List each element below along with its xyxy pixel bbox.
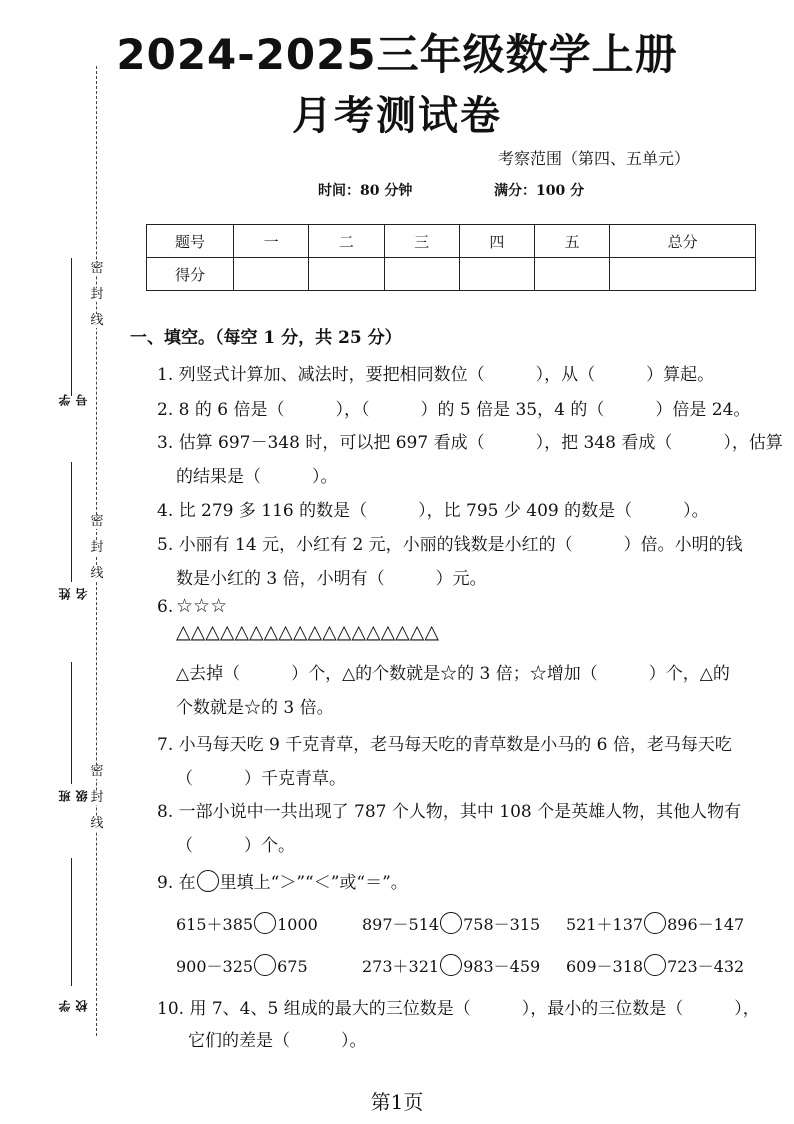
question-1: 1. 列竖式计算加、减法时，要把相同数位（ ），从（ ）算起。 — [157, 365, 715, 385]
comparison-left: 615＋385 — [176, 915, 254, 934]
score-blank-cell[interactable] — [309, 258, 384, 291]
exam-title-line2: 月考测试卷 — [292, 93, 502, 139]
score-table — [146, 224, 756, 291]
seal-char: 密 — [90, 764, 104, 779]
question-9-prefix: 9. 在 — [157, 873, 196, 893]
question-4: 4. 比 279 多 116 的数是（ ），比 795 少 409 的数是（ ）。 — [157, 501, 709, 521]
question-5-line2: 数是小红的 3 倍，小明有（ ）元。 — [176, 569, 487, 589]
score-header-cell: 三 — [384, 225, 459, 258]
question-10-line1: 10. 用 7、4、5 组成的最大的三位数是（ ），最小的三位数是（ ）， — [157, 999, 760, 1019]
question-9 — [157, 868, 408, 893]
seal-char: 线 — [90, 816, 104, 831]
exam-time: 时间：80 分钟 — [318, 183, 413, 199]
binding-margin — [0, 0, 120, 1124]
comparison-right: 675 — [277, 957, 308, 976]
comparison-item[interactable] — [566, 954, 744, 977]
question-7-line1: 7. 小马每天吃 9 千克青草，老马每天吃的青草数是小马的 6 倍，老马每天吃 — [157, 735, 732, 755]
seal-char: 线 — [90, 313, 104, 328]
question-10-line2: 它们的差是（ ）。 — [188, 1031, 367, 1051]
section-1-heading: 一、填空。（每空 1 分，共 25 分） — [130, 328, 402, 348]
score-header-cell: 五 — [535, 225, 610, 258]
seal-char: 线 — [90, 566, 104, 581]
comparison-item[interactable] — [566, 912, 744, 935]
seal-char: 封 — [90, 790, 104, 805]
fill-line — [71, 462, 72, 582]
question-8-line1: 8. 一部小说中一共出现了 787 个人物，其中 108 个是英雄人物，其他人物有 — [157, 802, 742, 822]
comparison-left: 900－325 — [176, 957, 254, 976]
fill-line — [71, 662, 72, 784]
comparison-circle-icon[interactable] — [644, 954, 666, 976]
star-row: ☆☆☆ — [176, 595, 228, 617]
exam-title-line1: 2024-2025三年级数学上册 — [116, 30, 678, 79]
score-header-cell: 总分 — [610, 225, 756, 258]
comparison-circle-icon[interactable] — [440, 912, 462, 934]
triangle-row: △△△△△△△△△△△△△△△△△△ — [176, 621, 440, 643]
question-9-suffix: 里填上“＞”“＜”或“＝”。 — [219, 873, 408, 893]
question-3-line1: 3. 估算 697－348 时，可以把 697 看成（ ），把 348 看成（ ），估算 — [157, 433, 783, 453]
comparison-item[interactable] — [176, 912, 318, 935]
comparison-right: 723－432 — [667, 957, 745, 976]
comparison-left: 521＋137 — [566, 915, 644, 934]
comparison-circle-icon[interactable] — [254, 912, 276, 934]
score-header-cell: 四 — [459, 225, 534, 258]
score-blank-cell[interactable] — [610, 258, 756, 291]
seal-char: 封 — [90, 287, 104, 302]
fill-line — [71, 858, 72, 986]
score-blank-cell[interactable] — [535, 258, 610, 291]
score-row-label: 得分 — [147, 258, 234, 291]
score-blank-cell[interactable] — [234, 258, 309, 291]
comparison-right: 896－147 — [667, 915, 745, 934]
question-6-line2: 个数就是☆的 3 倍。 — [176, 698, 334, 718]
question-2: 2. 8 的 6 倍是（ ），（ ）的 5 倍是 35，4 的（ ）倍是 24。 — [157, 400, 751, 420]
comparison-circle-icon — [197, 870, 219, 892]
exam-full-score: 满分：100 分 — [494, 183, 585, 199]
comparison-circle-icon[interactable] — [644, 912, 666, 934]
score-table-score-row — [147, 258, 756, 291]
seal-char: 密 — [90, 514, 104, 529]
question-5-line1: 5. 小丽有 14 元，小红有 2 元，小丽的钱数是小红的（ ）倍。小明的钱 — [157, 535, 743, 555]
comparison-item[interactable] — [176, 954, 308, 977]
comparison-circle-icon[interactable] — [440, 954, 462, 976]
comparison-circle-icon[interactable] — [254, 954, 276, 976]
school-label: 学校 — [58, 1000, 89, 1012]
seal-char: 封 — [90, 540, 104, 555]
question-3-line2: 的结果是（ ）。 — [176, 467, 338, 487]
score-table-header-row — [147, 225, 756, 258]
score-header-cell: 题号 — [147, 225, 234, 258]
name-label: 姓名 — [58, 588, 89, 600]
question-7-line2: （ ）千克青草。 — [176, 769, 346, 789]
student-id-label: 学号 — [58, 394, 89, 406]
question-6-line1: △去掉（ ）个，△的个数就是☆的 3 倍；☆增加（ ）个，△的 — [176, 664, 730, 684]
question-8-line2: （ ）个。 — [176, 836, 295, 856]
fill-line — [71, 258, 72, 396]
comparison-right: 983－459 — [463, 957, 541, 976]
comparison-left: 609－318 — [566, 957, 644, 976]
exam-scope: 考察范围（第四、五单元） — [498, 149, 691, 168]
comparison-right: 1000 — [277, 915, 318, 934]
score-blank-cell[interactable] — [384, 258, 459, 291]
comparison-item[interactable] — [362, 912, 540, 935]
page-number: 第1页 — [370, 1090, 424, 1114]
score-header-cell: 二 — [309, 225, 384, 258]
score-blank-cell[interactable] — [459, 258, 534, 291]
comparison-right: 758－315 — [463, 915, 541, 934]
score-header-cell: 一 — [234, 225, 309, 258]
comparison-item[interactable] — [362, 954, 540, 977]
class-label: 班级 — [58, 790, 89, 802]
comparison-left: 273＋321 — [362, 957, 440, 976]
comparison-left: 897－514 — [362, 915, 440, 934]
question-6-number: 6. — [157, 597, 174, 617]
seal-char: 密 — [90, 261, 104, 276]
